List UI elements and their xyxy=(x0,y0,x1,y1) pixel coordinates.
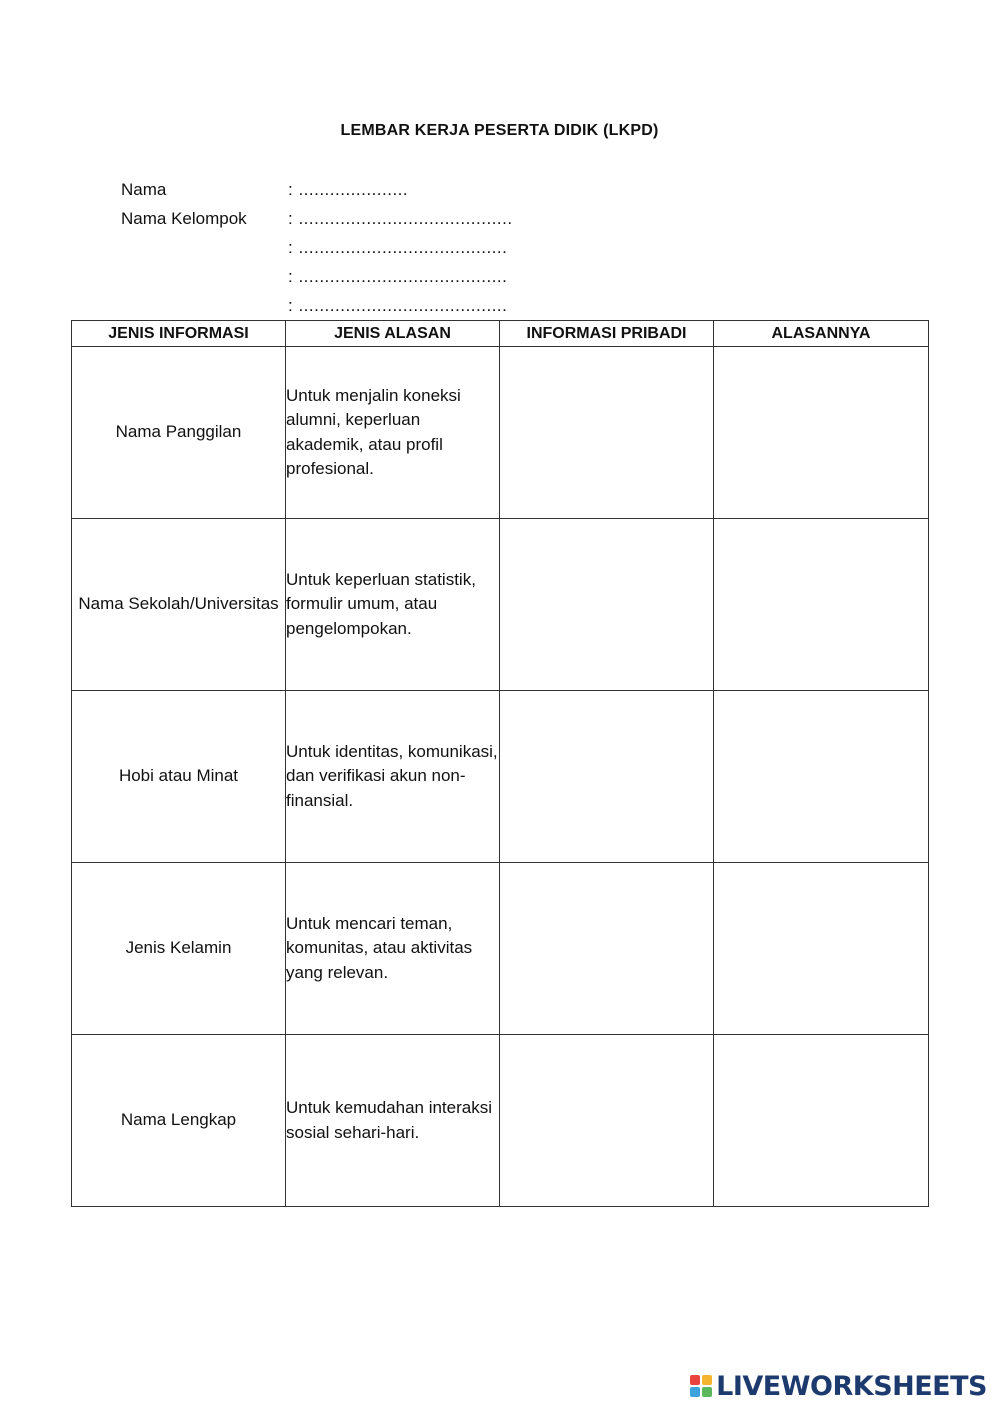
cell-jenis-informasi: Jenis Kelamin xyxy=(72,863,286,1035)
logo-text: LIVEWORKSHEETS xyxy=(716,1370,987,1402)
identity-value-field[interactable]: : ........................................ xyxy=(288,267,508,286)
identity-label: Nama Kelompok xyxy=(121,209,247,228)
cell-jenis-informasi: Nama Lengkap xyxy=(72,1035,286,1207)
cell-informasi-pribadi-answer[interactable] xyxy=(500,347,714,519)
cell-alasannya-answer[interactable] xyxy=(714,1035,929,1207)
header-informasi-pribadi: INFORMASI PRIBADI xyxy=(500,321,714,347)
logo-square-red xyxy=(690,1375,700,1385)
cell-informasi-pribadi-answer[interactable] xyxy=(500,519,714,691)
liveworksheets-logo-icon xyxy=(690,1375,712,1397)
cell-jenis-alasan: Untuk kemudahan interaksi sosial sehari-hari. xyxy=(286,1035,500,1207)
cell-alasannya-answer[interactable] xyxy=(714,863,929,1035)
cell-jenis-alasan: Untuk mencari teman, komunitas, atau aktivitas yang relevan. xyxy=(286,863,500,1035)
worksheet-table xyxy=(71,320,929,1207)
table-header-row xyxy=(72,321,929,347)
cell-informasi-pribadi-answer[interactable] xyxy=(500,1035,714,1207)
cell-alasannya-answer[interactable] xyxy=(714,519,929,691)
liveworksheets-logo xyxy=(690,1369,987,1403)
cell-informasi-pribadi-answer[interactable] xyxy=(500,691,714,863)
logo-square-green xyxy=(702,1387,712,1397)
cell-jenis-informasi: Nama Sekolah/Universitas xyxy=(72,519,286,691)
cell-jenis-informasi: Hobi atau Minat xyxy=(72,691,286,863)
table-row xyxy=(72,691,929,863)
identity-value-field[interactable]: : ......................................... xyxy=(288,209,513,228)
table-row xyxy=(72,347,929,519)
table-row xyxy=(72,1035,929,1207)
cell-alasannya-answer[interactable] xyxy=(714,347,929,519)
identity-value-field[interactable]: : ..................... xyxy=(288,180,409,199)
header-jenis-alasan: JENIS ALASAN xyxy=(286,321,500,347)
cell-alasannya-answer[interactable] xyxy=(714,691,929,863)
page-title: LEMBAR KERJA PESERTA DIDIK (LKPD) xyxy=(340,122,659,139)
cell-jenis-alasan: Untuk keperluan statistik, formulir umum, atau pengelompokan. xyxy=(286,519,500,691)
header-jenis-informasi: JENIS INFORMASI xyxy=(72,321,286,347)
identity-label: Nama xyxy=(121,180,167,199)
cell-jenis-alasan: Untuk menjalin koneksi alumni, keperluan akademik, atau profil profesional. xyxy=(286,347,500,519)
table-row xyxy=(72,863,929,1035)
identity-value-field[interactable]: : ........................................ xyxy=(288,238,508,257)
cell-jenis-alasan: Untuk identitas, komunikasi, dan verifikasi akun non-finansial. xyxy=(286,691,500,863)
cell-informasi-pribadi-answer[interactable] xyxy=(500,863,714,1035)
header-alasannya: ALASANNYA xyxy=(714,321,929,347)
logo-square-blue xyxy=(690,1387,700,1397)
table-row xyxy=(72,519,929,691)
identity-value-field[interactable]: : ........................................ xyxy=(288,296,508,315)
logo-square-yellow xyxy=(702,1375,712,1385)
cell-jenis-informasi: Nama Panggilan xyxy=(72,347,286,519)
